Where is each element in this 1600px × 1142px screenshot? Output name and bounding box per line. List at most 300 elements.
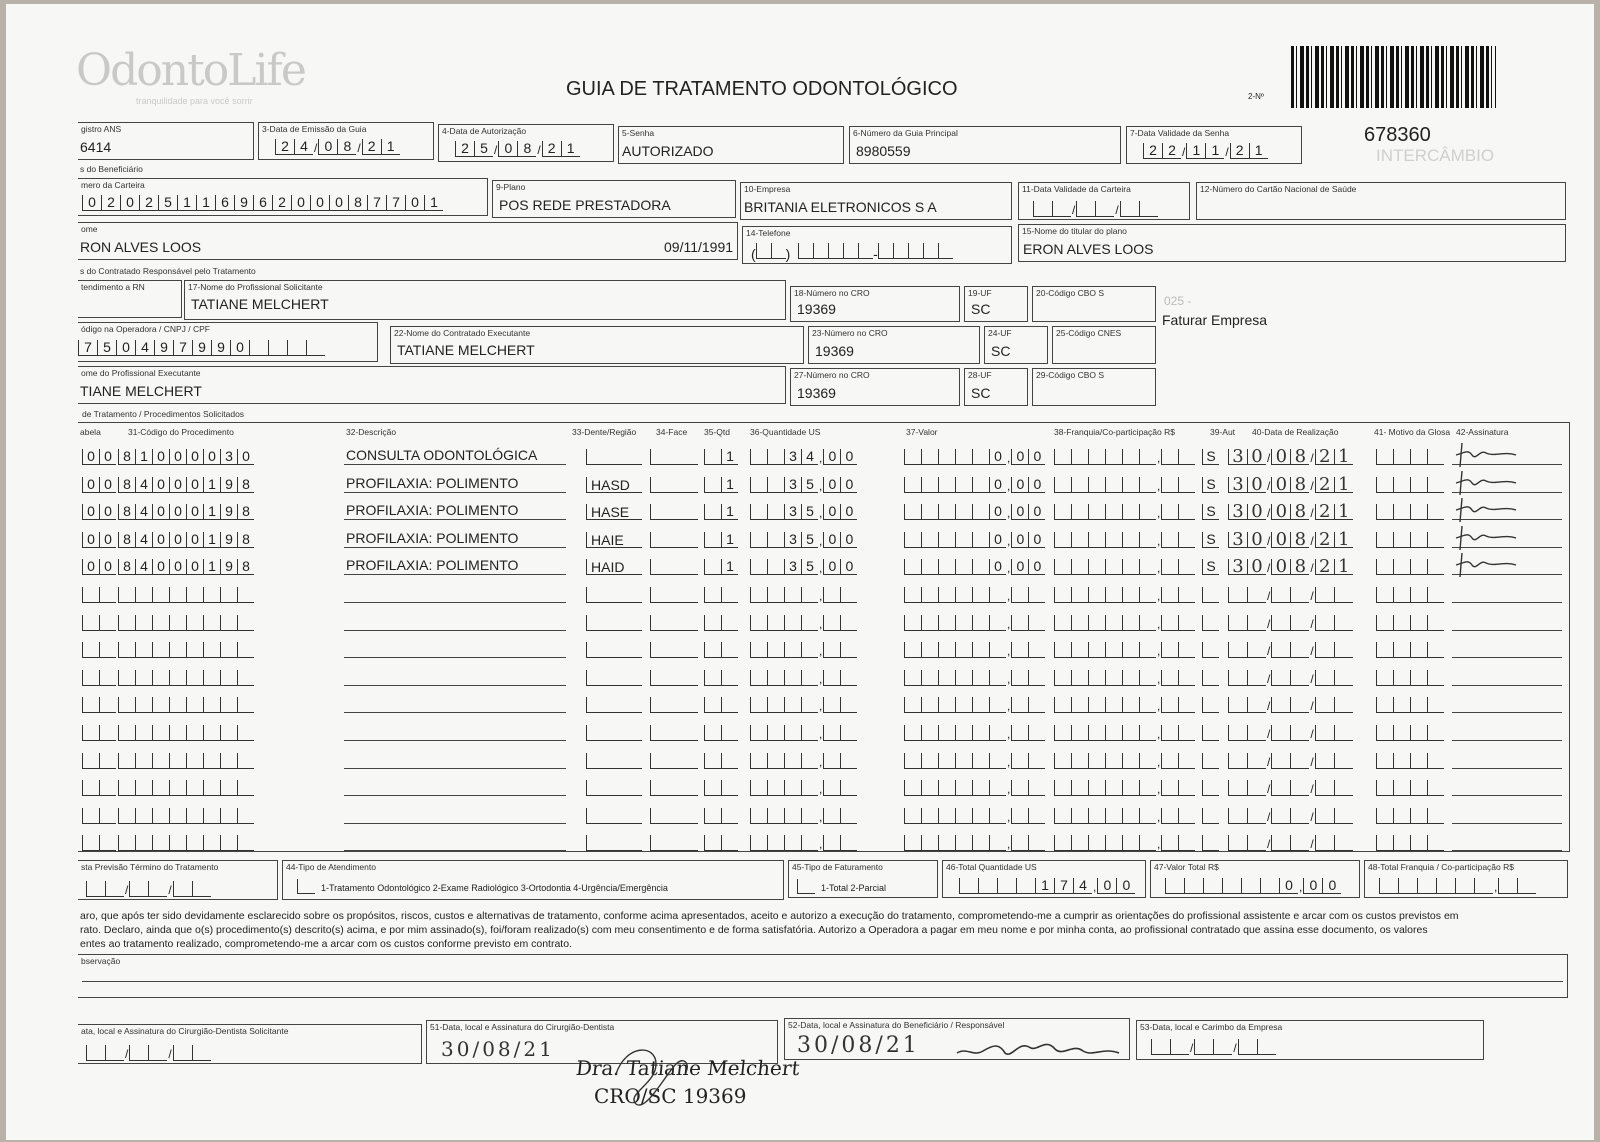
char-cell [1271, 725, 1290, 741]
char-cell [1165, 878, 1184, 894]
procedure-description: PROFILAXIA: POLIMENTO [346, 557, 519, 574]
char-cell: 0 [989, 504, 1006, 520]
gloss-reason-cell [1376, 504, 1444, 520]
separator: , [1157, 837, 1161, 852]
description-line [344, 768, 566, 769]
char-cell [972, 780, 989, 796]
char-cell [938, 697, 955, 713]
char-cell: 9 [220, 532, 237, 548]
char-cell [118, 753, 135, 769]
char-cell: 3 [1228, 559, 1247, 575]
signature-line [1452, 602, 1562, 603]
field-cro-18: 18-Número no CRO 19369 [790, 286, 960, 322]
char-cell [1184, 878, 1203, 894]
char-cell [1247, 808, 1266, 824]
char-cell [721, 780, 738, 796]
procedure-code-cell [118, 449, 254, 465]
separator: , [1157, 671, 1161, 686]
char-cell [99, 697, 116, 713]
char-cell [972, 615, 989, 631]
char-cell: 3 [1228, 477, 1247, 493]
char-cell [750, 642, 767, 658]
char-cell [1054, 697, 1071, 713]
char-cell: 0 [1011, 449, 1028, 465]
char-cell [1376, 559, 1393, 575]
char-cell [1105, 615, 1122, 631]
char-cell [1247, 697, 1266, 713]
char-cell [784, 615, 801, 631]
table-code-cell [82, 835, 116, 851]
char-cell [1410, 615, 1427, 631]
separator: , [819, 533, 823, 548]
char-cell [704, 449, 721, 465]
char-cell [801, 615, 818, 631]
char-cell [1088, 642, 1105, 658]
separator: , [1157, 809, 1161, 824]
char-cell [169, 780, 186, 796]
char-cell [904, 504, 921, 520]
description-line [344, 740, 566, 741]
char-cell [989, 808, 1006, 824]
char-cell [220, 780, 237, 796]
char-cell: 0 [823, 477, 840, 493]
char-cell [1071, 504, 1088, 520]
form-title: GUIA DE TRATAMENTO ODONTOLÓGICO [566, 78, 958, 100]
char-cell: 0 [1028, 532, 1045, 548]
char-cell [1054, 835, 1071, 851]
char-cell: 9 [234, 195, 253, 211]
char-cell [1376, 587, 1393, 603]
char-cell [1427, 642, 1444, 658]
us-quantity-cell [750, 532, 857, 548]
char-cell [1178, 753, 1195, 769]
logo-text: OdontoLife [76, 45, 305, 96]
char-cell: 7 [386, 195, 405, 211]
char-cell [997, 878, 1016, 894]
row-signature [1454, 494, 1524, 524]
char-cell [978, 878, 997, 894]
char-cell [1178, 449, 1195, 465]
separator: / [1267, 506, 1271, 521]
char-cell [1410, 835, 1427, 851]
char-cell: 8 [237, 477, 254, 493]
char-cell [1228, 808, 1247, 824]
char-cell [1290, 725, 1309, 741]
char-cell: 8 [118, 532, 135, 548]
char-cell [135, 753, 152, 769]
card-validity-empty: / / [1033, 201, 1158, 217]
separator: , [1093, 880, 1097, 894]
char-cell [220, 808, 237, 824]
char-cell [1161, 835, 1178, 851]
char-cell [938, 835, 955, 851]
char-cell [823, 642, 840, 658]
procedure-code-cell [118, 670, 254, 686]
signature-line [1452, 630, 1562, 631]
tooth-region-cell [586, 697, 642, 713]
char-cell [1054, 808, 1071, 824]
separator: / [1310, 782, 1314, 797]
char-cell: 0 [989, 559, 1006, 575]
char-cell [99, 753, 116, 769]
char-cell [1410, 725, 1427, 741]
char-cell: 1 [1249, 143, 1268, 159]
char-cell [955, 753, 972, 769]
char-cell: 4 [294, 139, 313, 155]
realization-date-cell [1228, 780, 1353, 796]
char-cell [1161, 587, 1178, 603]
char-cell [203, 753, 220, 769]
char-cell [1161, 670, 1178, 686]
field-operator-code: ódigo na Operadora / CNPJ / CPF 7 5 0 4 9 7 9 9 0 [78, 322, 378, 362]
char-cell: 7 [1054, 878, 1073, 894]
field-requesting-signature: ata, local e Assinatura do Cirurgião-Dentista Solicitante / / [78, 1024, 422, 1064]
char-cell [784, 753, 801, 769]
plan-holder-value: ERON ALVES LOOS [1023, 241, 1154, 257]
char-cell [1088, 477, 1105, 493]
field-uf-19: 19-UF SC [964, 286, 1028, 322]
char-cell: 1 [1334, 559, 1353, 575]
char-cell [1376, 753, 1393, 769]
char-cell: 0 [1247, 504, 1266, 520]
franchise-cell [1054, 477, 1195, 493]
field-password: 5-Senha AUTORIZADO [618, 126, 844, 164]
char-cell [750, 670, 767, 686]
char-cell: 0 [310, 195, 329, 211]
char-cell [921, 449, 938, 465]
char-cell: 0 [120, 195, 139, 211]
separator: / [1310, 837, 1314, 852]
char-cell [1139, 449, 1156, 465]
char-cell [704, 559, 721, 575]
us-quantity-cell [750, 725, 857, 741]
char-cell [1271, 670, 1290, 686]
char-cell: 3 [784, 449, 801, 465]
description-line [344, 657, 566, 658]
char-cell: 0 [1116, 878, 1135, 894]
separator: / [1225, 145, 1229, 159]
char-cell [1393, 697, 1410, 713]
char-cell [750, 504, 767, 520]
char-cell [704, 670, 721, 686]
char-cell: 5 [474, 141, 493, 157]
procedure-code-cell [118, 615, 254, 631]
col-qtd-us: 36-Quantidade US [750, 427, 821, 437]
char-cell [1139, 477, 1156, 493]
char-cell [1393, 642, 1410, 658]
char-cell [1178, 780, 1195, 796]
char-cell [972, 559, 989, 575]
birth-date-value: 09/11/1991 [664, 239, 734, 255]
char-cell [904, 670, 921, 686]
char-cell [704, 642, 721, 658]
char-cell: 8 [118, 449, 135, 465]
separator: / [1310, 809, 1314, 824]
char-cell: 0 [1271, 532, 1290, 548]
separator: , [819, 782, 823, 797]
table-code-cell [82, 559, 116, 575]
char-cell: 1 [135, 449, 152, 465]
char-cell [1071, 642, 1088, 658]
char-cell [1054, 642, 1071, 658]
char-cell [938, 449, 955, 465]
char-cell [801, 753, 818, 769]
char-cell [767, 780, 784, 796]
char-cell: 0 [989, 532, 1006, 548]
char-cell [152, 780, 169, 796]
phone-empty: ( ) - [751, 243, 953, 262]
char-cell [1410, 559, 1427, 575]
char-cell [203, 725, 220, 741]
char-cell [1122, 587, 1139, 603]
separator: , [819, 727, 823, 741]
char-cell: 4 [135, 477, 152, 493]
procedure-code-cell [118, 532, 254, 548]
row-signature [1454, 549, 1524, 579]
char-cell [152, 835, 169, 851]
char-cell: 3 [220, 449, 237, 465]
char-cell: 0 [1028, 449, 1045, 465]
char-cell [1247, 642, 1266, 658]
char-cell: 0 [840, 449, 857, 465]
char-cell: 0 [1247, 532, 1266, 548]
char-cell [1071, 477, 1088, 493]
field-issue-date: 3-Data de Emissão da Guia 2 4 / 0 8 / 2 1 [258, 122, 434, 160]
separator: , [1157, 506, 1161, 521]
char-cell [1161, 753, 1178, 769]
separator: , [1007, 616, 1011, 631]
plan-value: POS REDE PRESTADORA [499, 197, 671, 213]
char-cell: S [1202, 532, 1219, 548]
char-cell: 0 [1271, 504, 1290, 520]
total-value-value [1165, 878, 1341, 894]
char-cell [1202, 808, 1219, 824]
char-cell: 0 [318, 139, 337, 155]
char-cell [1315, 725, 1334, 741]
char-cell [801, 808, 818, 824]
char-cell: 1 [1035, 878, 1054, 894]
field-plan: 9-Plano POS REDE PRESTADORA [492, 180, 736, 218]
separator: / [1310, 451, 1314, 465]
char-cell [938, 808, 955, 824]
char-cell: 1 [561, 141, 580, 157]
char-cell: 7 [367, 195, 386, 211]
quantity-cell [704, 780, 738, 796]
char-cell [1105, 559, 1122, 575]
char-cell [1271, 615, 1290, 631]
char-cell [1427, 753, 1444, 769]
separator: , [1007, 699, 1011, 714]
separator: , [819, 671, 823, 686]
char-cell [1427, 697, 1444, 713]
char-cell [921, 808, 938, 824]
char-cell: 5 [801, 532, 818, 548]
char-cell [767, 808, 784, 824]
char-cell [203, 670, 220, 686]
procedure-code-cell [118, 642, 254, 658]
char-cell [1105, 697, 1122, 713]
char-cell [1228, 753, 1247, 769]
char-cell [1161, 504, 1178, 520]
separator: / [1310, 589, 1314, 603]
franchise-cell [1054, 725, 1195, 741]
char-cell [186, 587, 203, 603]
char-cell [82, 642, 99, 658]
char-cell [1393, 615, 1410, 631]
authorization-cell [1202, 808, 1219, 824]
char-cell [767, 670, 784, 686]
separator: / [1310, 506, 1314, 521]
col-descricao: 32-Descrição [346, 427, 397, 437]
billing-type-box[interactable] [797, 879, 815, 894]
char-cell [989, 835, 1006, 851]
char-cell [989, 587, 1006, 603]
char-cell [704, 504, 721, 520]
char-cell [1139, 835, 1156, 851]
value-cell [904, 697, 1045, 713]
char-cell [1088, 449, 1105, 465]
char-cell: 1 [203, 477, 220, 493]
char-cell [767, 642, 784, 658]
char-cell [1290, 753, 1309, 769]
realization-date-cell [1228, 835, 1353, 851]
char-cell: 8 [1290, 477, 1309, 493]
char-cell [704, 808, 721, 824]
char-cell [1054, 559, 1071, 575]
char-cell: 0 [152, 504, 169, 520]
char-cell [1376, 808, 1393, 824]
char-cell [220, 753, 237, 769]
signature-line [1452, 850, 1562, 851]
char-cell [989, 725, 1006, 741]
face-cell [650, 504, 698, 520]
char-cell [840, 808, 857, 824]
char-cell [152, 808, 169, 824]
char-cell [938, 642, 955, 658]
char-cell [1202, 753, 1219, 769]
char-cell: 0 [230, 340, 249, 356]
char-cell [750, 477, 767, 493]
char-cell [1271, 587, 1290, 603]
char-cell [135, 780, 152, 796]
realization-date-cell [1228, 587, 1353, 603]
char-cell [1334, 642, 1353, 658]
char-cell [972, 753, 989, 769]
value-cell [904, 670, 1045, 686]
char-cell [989, 615, 1006, 631]
char-cell [1071, 670, 1088, 686]
char-cell [1139, 780, 1156, 796]
char-cell [840, 615, 857, 631]
char-cell [1334, 587, 1353, 603]
char-cell: 0 [823, 559, 840, 575]
description-line [344, 685, 566, 686]
company-value: BRITANIA ELETRONICOS S A [744, 199, 937, 215]
char-cell [1011, 670, 1028, 686]
char-cell [220, 725, 237, 741]
separator: / [1267, 561, 1271, 576]
char-cell [1334, 725, 1353, 741]
char-cell [904, 615, 921, 631]
char-cell [955, 449, 972, 465]
char-cell [1410, 670, 1427, 686]
gloss-reason-cell [1376, 725, 1444, 741]
char-cell [1427, 504, 1444, 520]
field-card-number: mero da Carteira 0 2 0 2 5 1 1 6 9 6 2 0 0 0 8 7 7 0 1 [78, 178, 488, 216]
char-cell [186, 697, 203, 713]
procedures-table [78, 422, 1570, 852]
char-cell [972, 808, 989, 824]
char-cell [972, 725, 989, 741]
char-cell [1105, 587, 1122, 603]
char-cell [1202, 615, 1219, 631]
char-cell [1376, 780, 1393, 796]
char-cell [1071, 559, 1088, 575]
char-cell [237, 808, 254, 824]
char-cell [1105, 835, 1122, 851]
us-quantity-cell [750, 642, 857, 658]
realization-date-cell [1228, 556, 1353, 578]
total-us-value [959, 878, 1135, 894]
char-cell [1410, 587, 1427, 603]
separator: / [1310, 644, 1314, 659]
char-cell: 0 [291, 195, 310, 211]
field-uf-24: 24-UF SC [984, 326, 1048, 364]
char-cell [767, 559, 784, 575]
char-cell [1054, 670, 1071, 686]
quantity-cell [704, 670, 738, 686]
char-cell: 2 [101, 195, 120, 211]
char-cell [750, 559, 767, 575]
char-cell [1122, 780, 1139, 796]
tooth-region-cell: HASE [586, 504, 642, 520]
description-line [344, 795, 566, 796]
char-cell [823, 670, 840, 686]
char-cell [955, 835, 972, 851]
char-cell [287, 340, 306, 356]
char-cell [1393, 725, 1410, 741]
authorization-cell [1202, 532, 1219, 548]
char-cell: 0 [498, 141, 517, 157]
char-cell [784, 725, 801, 741]
char-cell [840, 587, 857, 603]
char-cell: 2 [1230, 143, 1249, 159]
char-cell [1410, 642, 1427, 658]
authorization-cell [1202, 477, 1219, 493]
us-quantity-cell [750, 587, 857, 603]
separator: / [1267, 754, 1271, 769]
char-cell [220, 615, 237, 631]
char-cell [169, 725, 186, 741]
description-line [344, 630, 566, 631]
char-cell: 0 [1028, 504, 1045, 520]
char-cell [904, 642, 921, 658]
gloss-reason-cell [1376, 808, 1444, 824]
char-cell [135, 808, 152, 824]
char-cell [169, 808, 186, 824]
char-cell [237, 697, 254, 713]
char-cell [118, 615, 135, 631]
char-cell [904, 559, 921, 575]
char-cell: 8 [118, 504, 135, 520]
company-stamp-date-empty: / / [1151, 1039, 1276, 1055]
char-cell [955, 808, 972, 824]
char-cell [938, 780, 955, 796]
field-authorization-date: 4-Data de Autorização 2 5 / 0 8 / 2 1 [438, 124, 614, 162]
signature-line [1452, 685, 1562, 686]
procedure-code-cell [118, 835, 254, 851]
care-type-box[interactable] [297, 879, 315, 894]
